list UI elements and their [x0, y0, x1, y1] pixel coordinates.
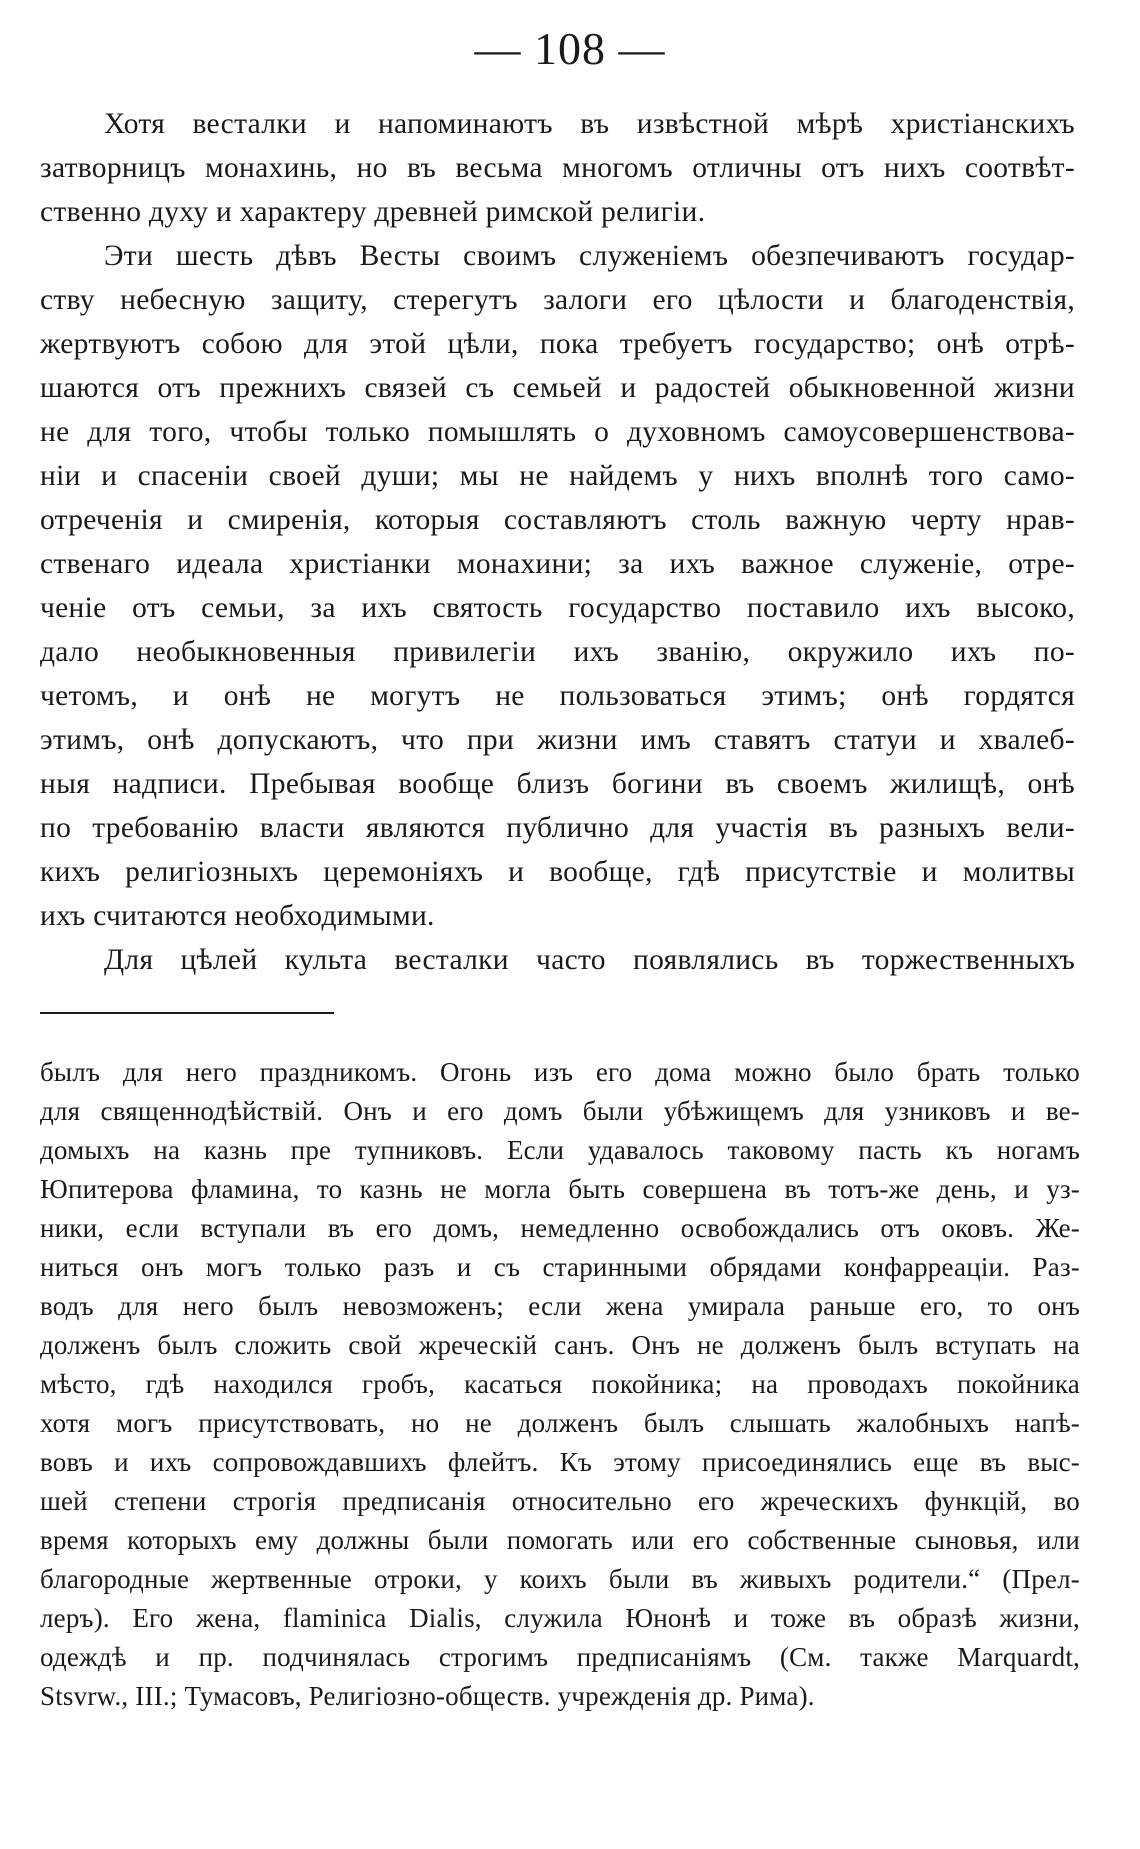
- footnote-line: былъ для него праздникомъ. Огонь изъ его дома можно было брать только: [40, 1057, 1080, 1087]
- footnote-line: ники, если вступали въ его домъ, немедленно освобождались отъ оковъ. Же-: [40, 1213, 1080, 1243]
- main-text-line: жертвуютъ собою для этой цѣли, пока требуетъ государство; онѣ отрѣ-: [40, 328, 1075, 360]
- main-text-line: ныя надписи. Пребывая вообще близъ богини въ своемъ жилищѣ, онѣ: [40, 768, 1075, 800]
- footnote-text: [40, 1053, 1080, 1716]
- main-text: [40, 102, 1075, 982]
- main-text-line: Эти шесть дѣвъ Весты своимъ служеніемъ обезпечиваютъ государ-: [104, 240, 1075, 272]
- main-text-line: ственно духу и характеру древней римской религіи.: [40, 196, 706, 228]
- footnote-line: леръ). Его жена, flaminica Dialis, служила Юнонѣ и тоже въ образѣ жизни,: [40, 1603, 1080, 1633]
- footnote-line: Stsvrw., III.; Тумасовъ, Религіозно-обществ. учрежденія др. Рима).: [40, 1681, 815, 1711]
- main-text-line: ченіе отъ семьи, за ихъ святость государство поставило ихъ высоко,: [40, 592, 1075, 624]
- footnote-line: ниться онъ могъ только разъ и съ старинными обрядами конфарреаціи. Раз-: [40, 1252, 1080, 1282]
- main-text-line: ственаго идеала христіанки монахини; за ихъ важное служеніе, отре-: [40, 548, 1075, 580]
- main-text-line: ихъ считаются необходимыми.: [40, 900, 435, 932]
- footnote-line: вовъ и ихъ сопровождавшихъ флейтъ. Къ этому присоединялись еще въ выс-: [40, 1447, 1080, 1477]
- main-text-line: дало необыкновенныя привилегіи ихъ званію, окружило ихъ по-: [40, 636, 1075, 668]
- footnote-line: одеждѣ и пр. подчинялась строгимъ предписаніямъ (См. также Marquardt,: [40, 1642, 1080, 1672]
- main-text-line: шаются отъ прежнихъ связей съ семьей и радостей обыкновенной жизни: [40, 372, 1075, 404]
- main-text-line: ніи и спасеніи своей души; мы не найдемъ у нихъ вполнѣ того само-: [40, 460, 1075, 492]
- footnote-line: для священнодѣйствій. Онъ и его домъ были убѣжищемъ для узниковъ и ве-: [40, 1096, 1080, 1126]
- footnote-line: хотя могъ присутствовать, но не долженъ былъ слышать жалобныхъ напѣ-: [40, 1408, 1080, 1438]
- main-text-line: по требованію власти являются публично для участія въ разныхъ вели-: [40, 812, 1075, 844]
- main-text-line: этимъ, онѣ допускаютъ, что при жизни имъ ставятъ статуи и хвалеб-: [40, 724, 1075, 756]
- footnote-line: мѣсто, гдѣ находился гробъ, касаться покойника; на проводахъ покойника: [40, 1369, 1080, 1399]
- footnote-line: домыхъ на казнь пре тупниковъ. Если удавалось таковому пасть къ ногамъ: [40, 1135, 1080, 1165]
- main-text-line: кихъ религіозныхъ церемоніяхъ и вообще, гдѣ присутствіе и молитвы: [40, 856, 1075, 888]
- main-text-line: Для цѣлей культа весталки часто появлялись въ торжественныхъ: [104, 944, 1075, 976]
- main-text-line: не для того, чтобы только помышлять о духовномъ самоусовершенствова-: [40, 416, 1075, 448]
- footnote-line: благородные жертвенные отроки, у коихъ были въ живыхъ родители.“ (Прел-: [40, 1564, 1080, 1594]
- page-number: — 108 —: [474, 23, 666, 74]
- footnote-line: шей степени строгія предписанія относительно его жреческихъ функцій, во: [40, 1486, 1080, 1516]
- footnote-line: долженъ былъ сложить свой жреческій санъ. Онъ не долженъ былъ вступать на: [40, 1330, 1080, 1360]
- footnote-line: время которыхъ ему должны были помогать или его собственные сыновья, или: [40, 1525, 1080, 1555]
- main-text-line: отреченія и смиренія, которыя составляютъ столь важную черту нрав-: [40, 504, 1075, 536]
- main-text-line: четомъ, и онѣ не могутъ не пользоваться этимъ; онѣ гордятся: [40, 680, 1075, 712]
- footnote-line: водъ для него былъ невозможенъ; если жена умирала раньше его, то онъ: [40, 1291, 1080, 1321]
- footnote-line: Юпитерова фламина, то казнь не могла быть совершена въ тотъ-же день, и уз-: [40, 1174, 1080, 1204]
- main-text-line: ству небесную защиту, стерегутъ залоги его цѣлости и благоденствія,: [40, 284, 1075, 316]
- main-text-line: Хотя весталки и напоминаютъ въ извѣстной мѣрѣ христіанскихъ: [104, 108, 1075, 140]
- footnote-divider: [40, 1012, 334, 1014]
- main-text-line: затворницъ монахинь, но въ весьма многомъ отличны отъ нихъ соотвѣт-: [40, 152, 1075, 184]
